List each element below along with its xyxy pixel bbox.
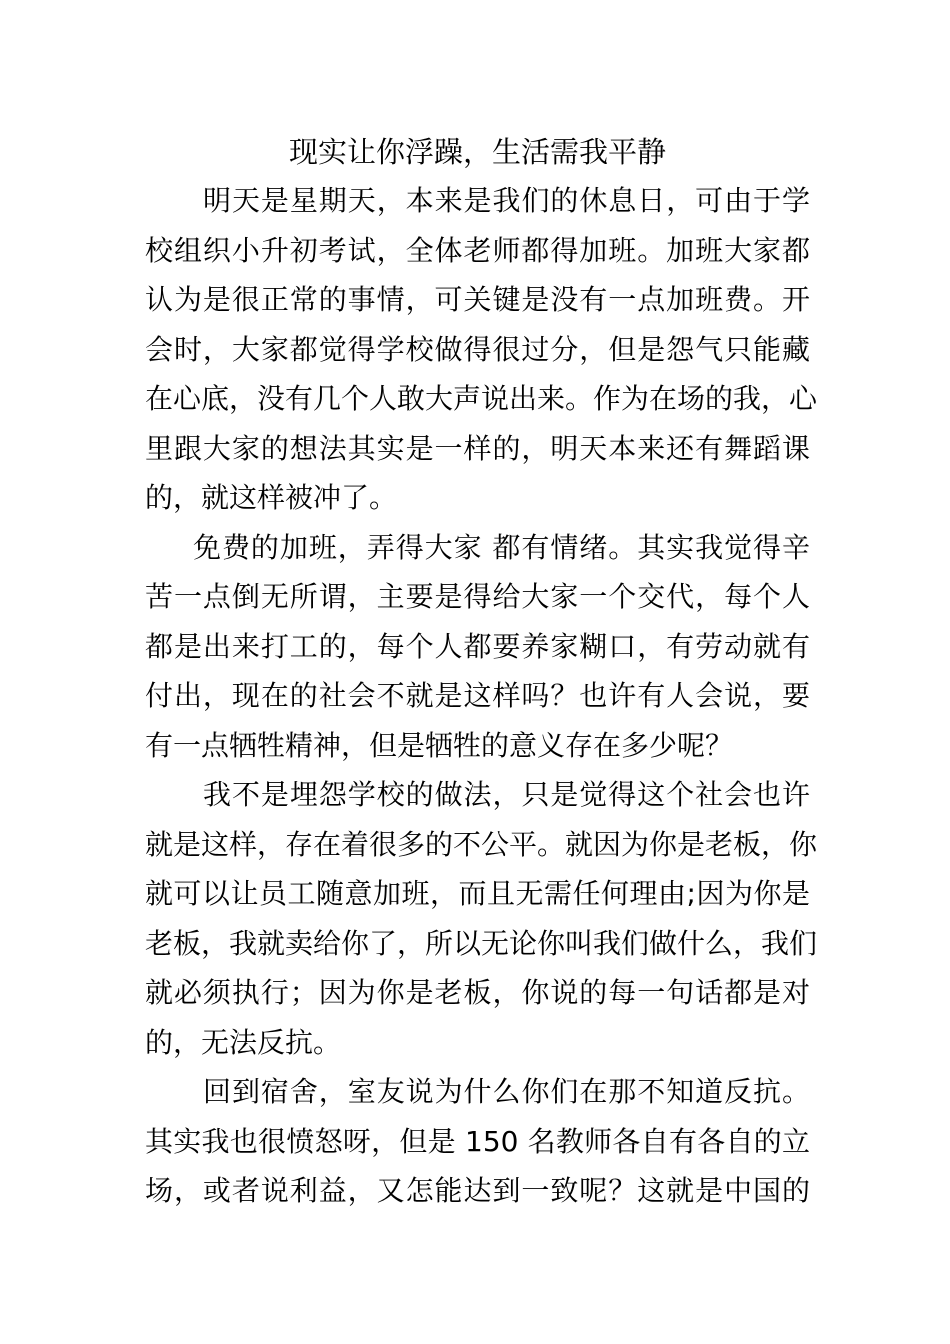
paragraph-1 xyxy=(145,176,818,523)
paragraph-2 xyxy=(145,523,810,771)
paragraph-line: 都是出来打工的，每个人都要养家糊口，有劳动就有 xyxy=(145,629,810,663)
paragraph-line: 就可以让员工随意加班，而且无需任何理由;因为你是 xyxy=(145,877,810,910)
paragraph-line: 里跟大家的想法其实是一样的，明天本来还有舞蹈课 xyxy=(145,431,810,465)
paragraph-line: 明天是星期天，本来是我们的休息日，可由于学 xyxy=(203,184,810,217)
paragraph-line: 就是这样，存在着很多的不公平。就因为你是老板，你 xyxy=(145,827,818,861)
paragraph-line: 校组织小升初考试，全体老师都得加班。加班大家都 xyxy=(145,233,810,267)
paragraph-line: 认为是很正常的事情，可关键是没有一点加班费。开 xyxy=(145,283,810,316)
paragraph-line: 场，或者说利益，又怎能达到一致呢？这就是中国的 xyxy=(145,1174,810,1207)
document-title: 现实让你浮躁，生活需我平静 xyxy=(288,135,666,169)
document-page xyxy=(145,128,818,1216)
paragraph-line: 付出，现在的社会不就是这样吗？也许有人会说，要 xyxy=(145,679,810,712)
paragraph-line: 有一点牺牲精神，但是牺牲的意义存在多少呢？ xyxy=(145,728,734,762)
paragraph-line: 我不是埋怨学校的做法，只是觉得这个社会也许 xyxy=(203,778,810,811)
paragraph-line: 会时，大家都觉得学校做得很过分，但是怨气只能藏 xyxy=(145,332,810,366)
paragraph-line: 免费的加班，弄得大家 都有情绪。其实我觉得辛 xyxy=(193,530,810,564)
paragraph-line: 在心底，没有几个人敢大声说出来。作为在场的我，心 xyxy=(145,382,818,415)
paragraph-line: 回到宿舍，室友说为什么你们在那不知道反抗。 xyxy=(203,1075,810,1108)
paragraph-3 xyxy=(145,770,818,1067)
paragraph-line: 老板，我就卖给你了，所以无论你叫我们做什么，我们 xyxy=(145,926,818,960)
paragraph-4 xyxy=(145,1067,810,1216)
paragraph-line: 的，就这样被冲了。 xyxy=(145,481,398,514)
paragraph-line: 苦一点倒无所谓，主要是得给大家一个交代，每个人 xyxy=(145,580,810,613)
paragraph-line: 就必须执行；因为你是老板，你说的每一句话都是对 xyxy=(145,976,810,1009)
paragraph-line: 其实我也很愤怒呀，但是 150 名教师各自有各自的立 xyxy=(145,1124,810,1158)
paragraph-line: 的，无法反抗。 xyxy=(145,1025,342,1059)
